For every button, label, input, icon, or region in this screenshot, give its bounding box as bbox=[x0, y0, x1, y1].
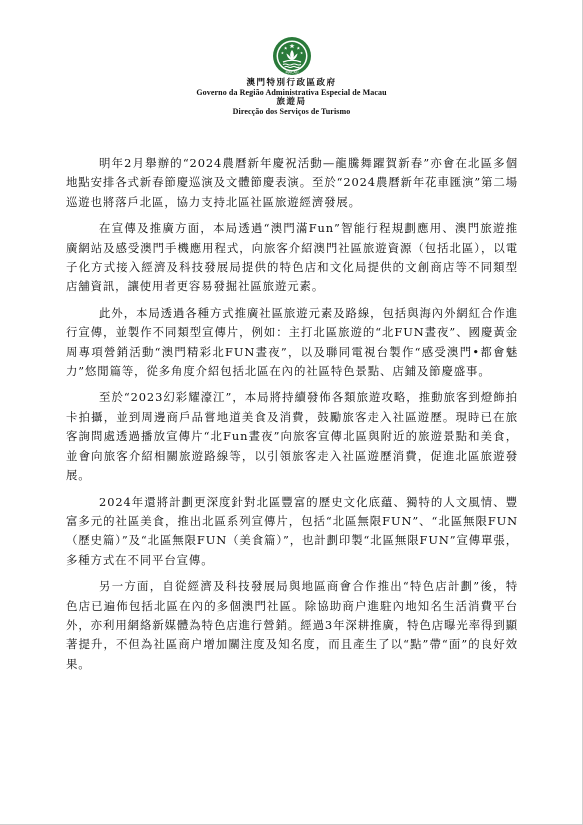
bureau-name-cn: 旅遊局 bbox=[276, 95, 307, 106]
paragraph-2: 在宣傳及推廣方面，本局透過“澳門滿Fun”智能行程規劃應用、澳門旅遊推廣網站及感受澳門手機應用程式，向旅客介紹澳門社區旅遊資源（包括北區），以電子化方式接入經濟及科技發展局提供的特色店和文化局提供的文創商店等不同類型店舖資訊，讓使用者更容易發掘社區旅遊元素。 bbox=[66, 221, 518, 294]
document-body bbox=[66, 154, 518, 681]
government-name-pt: Governo da Região Administrativa Especial de Macau bbox=[196, 87, 387, 97]
paragraph-1: 明年2月舉辦的“2024農曆新年慶祝活動—龍騰舞躍賀新春”亦會在北區多個地點安排各式新春節慶巡演及文體節慶表演。至於“2024農曆新年花車匯演”第二場巡遊也將落戶北區，協力支持北區社區旅遊經濟發展。 bbox=[66, 156, 518, 209]
paragraph-4: 至於“2023幻彩耀濠江”，本局將持續發佈各類旅遊攻略，推動旅客到燈飾拍卡拍攝，並到周邊商戶品嘗地道美食及消費，鼓勵旅客走入社區遊歷。現時已在旅客詢問處透過播放宣傳片“北Fun晝夜”向旅客宣傳北區與附近的旅遊景點和美食，並會向旅客介紹相關旅遊路線等，以引領旅客走入社區遊歷消費，促進北區旅遊發展。 bbox=[66, 390, 518, 483]
government-name-cn: 澳門特別行政區政府 bbox=[246, 77, 337, 87]
emblem-text: MACAU bbox=[284, 70, 299, 75]
letterhead bbox=[0, 36, 583, 116]
paragraph-6: 另一方面，自從經濟及科技發展局與地區商會合作推出“特色店計劃”後，特色店已遍佈包括北區在內的多個澳門社區。除協助商户進駐內地知名生活消費平台外，亦利用網絡新媒體為特色店進行營銷。經過3年深耕推廣，特色店曝光率得到顯著提升，不但為社區商户增加關注度及知名度，而且產生了以“點”帶“面”的良好效果。 bbox=[66, 579, 518, 671]
bureau-name-pt: Direcção dos Serviços de Turismo bbox=[232, 106, 351, 116]
macau-sar-emblem-icon bbox=[272, 36, 312, 76]
paragraph-5: 2024年還將計劃更深度針對北區豐富的歷史文化底蘊、獨特的人文風情、豐富多元的社區美食，推出北區系列宣傳片，包括“北區無限FUN”、“北區無限FUN（歷史篇）”及“北區無限FUN（美食篇）”，也計劃印製“北區無限FUN”宣傳單張，多種方式在不同平台宣傳。 bbox=[66, 494, 518, 567]
paragraph-3: 此外，本局透過各種方式推廣社區旅遊元素及路線，包括與海內外網紅合作進行宣傳，並製作不同類型宣傳片，例如：主打北區旅遊的“北FUN晝夜”、國慶黃金周專項營銷活動“澳門精彩北FUN晝夜”，以及聯同電視台製作“感受澳門•都會魅力”悠閒篇等，從多角度介紹包括北區在內的社區特色景點、店鋪及節慶盛事。 bbox=[66, 305, 518, 379]
